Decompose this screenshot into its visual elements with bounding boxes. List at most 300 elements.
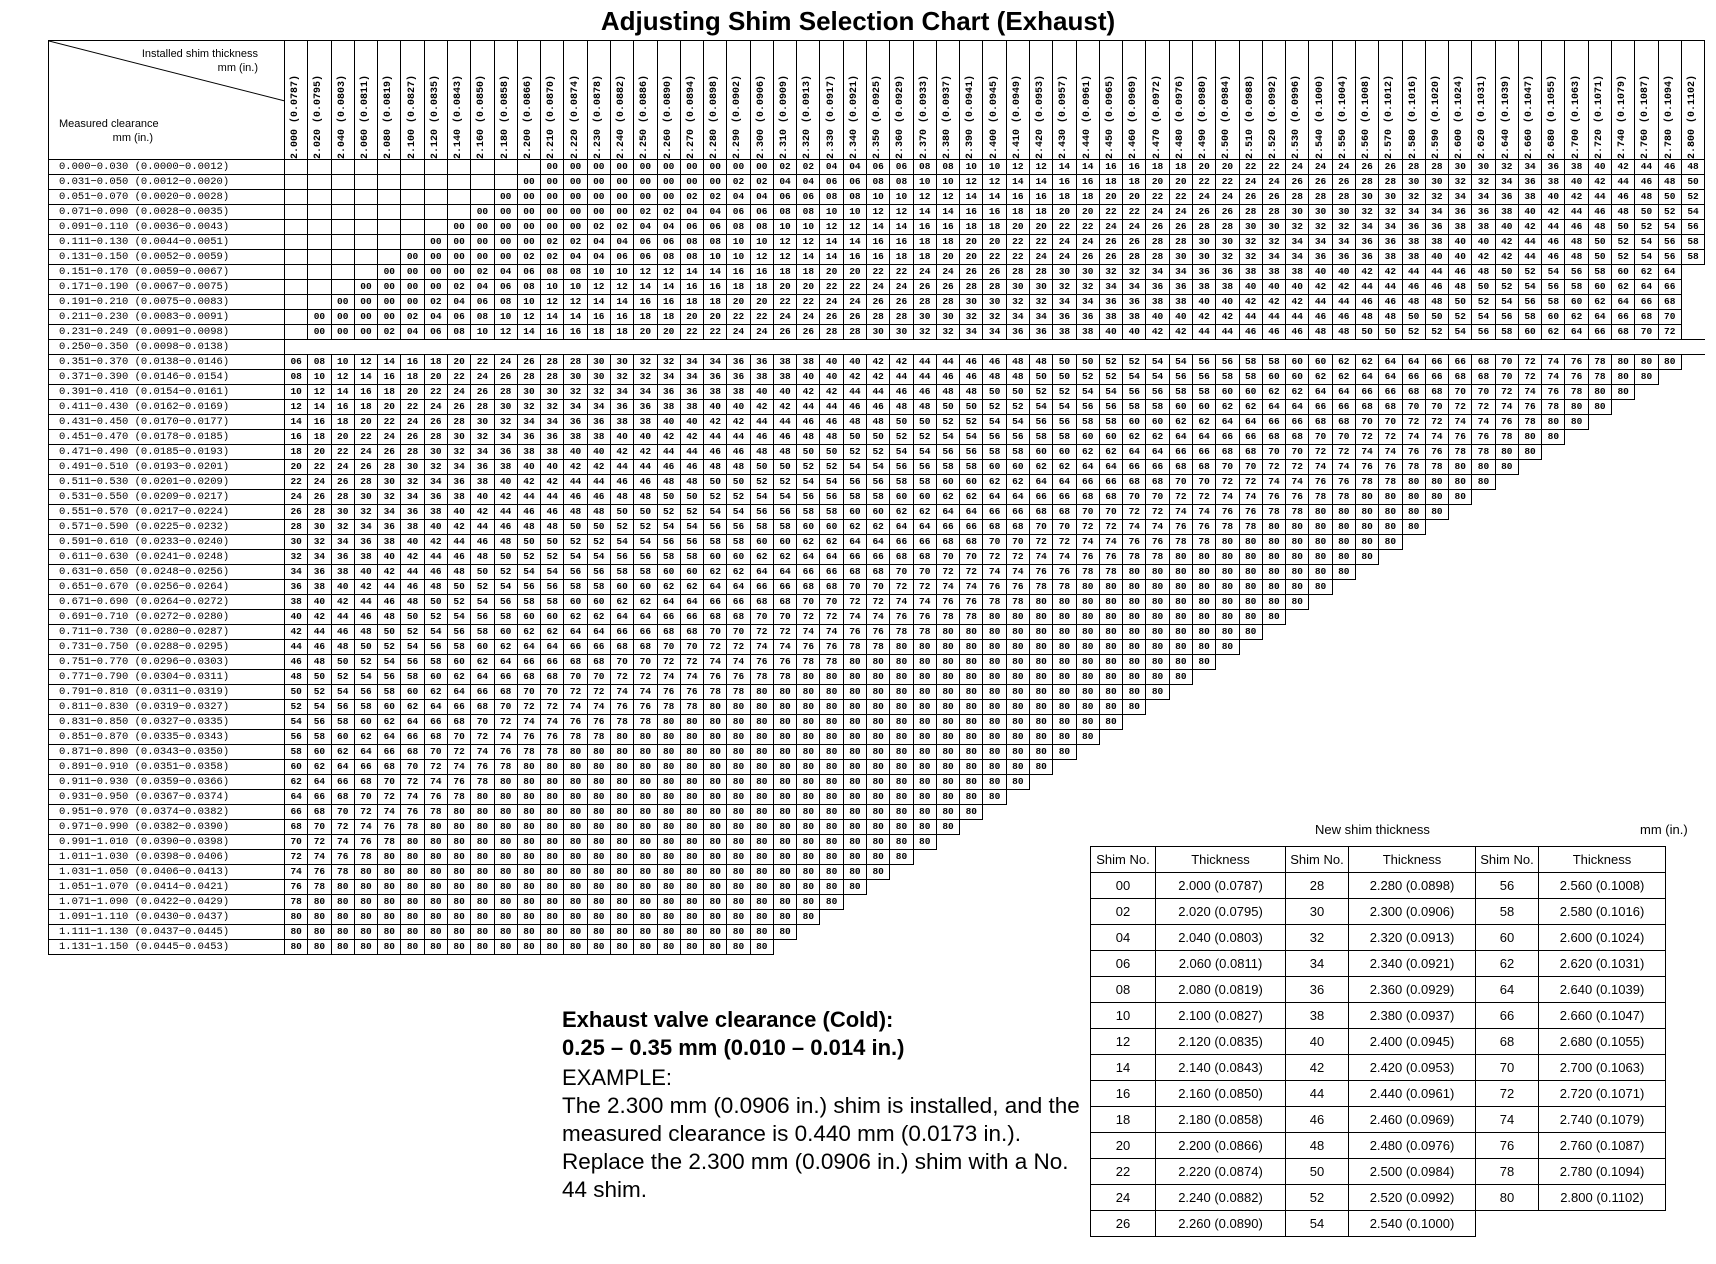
- blank-cell: [1472, 805, 1495, 820]
- shim-thickness-cell: 2.640 (0.1039): [1539, 977, 1666, 1003]
- blank-cell: [1565, 565, 1588, 580]
- shim-cell: 26: [447, 400, 470, 415]
- shim-cell: 68: [1425, 385, 1448, 400]
- shim-cell: 28: [1425, 160, 1448, 175]
- blank-cell: [1588, 520, 1611, 535]
- shim-cell: 64: [1286, 400, 1309, 415]
- shim-cell: 68: [1239, 445, 1262, 460]
- empty-cell: [424, 220, 447, 235]
- shim-cell: 28: [308, 505, 331, 520]
- shim-cell: 80: [517, 940, 540, 955]
- shim-cell: 62: [285, 775, 308, 790]
- shim-cell: 48: [657, 475, 680, 490]
- shim-cell: 62: [424, 685, 447, 700]
- blank-cell: [1286, 700, 1309, 715]
- shim-cell: 26: [401, 430, 424, 445]
- shim-cell: 80: [1239, 610, 1262, 625]
- shim-cell: 28: [331, 490, 354, 505]
- shim-cell: 64: [1169, 430, 1192, 445]
- blank-cell: [1635, 640, 1658, 655]
- shim-cell: 30: [1309, 205, 1332, 220]
- shim-cell: 24: [1309, 160, 1332, 175]
- blank-cell: [1030, 850, 1053, 865]
- table-row: [49, 580, 1705, 595]
- blank-cell: [1169, 685, 1192, 700]
- shim-cell: 28: [1309, 190, 1332, 205]
- shim-cell: 46: [424, 565, 447, 580]
- shim-cell: 80: [424, 820, 447, 835]
- shim-cell: 44: [331, 610, 354, 625]
- blank-cell: [1425, 520, 1448, 535]
- shim-cell: 20: [1123, 190, 1146, 205]
- shim-cell: 80: [1146, 685, 1169, 700]
- shim-cell: 50: [1379, 325, 1402, 340]
- shim-cell: 72: [820, 610, 843, 625]
- shim-cell: 38: [1216, 280, 1239, 295]
- shim-cell: 02: [657, 205, 680, 220]
- blank-cell: [1262, 700, 1285, 715]
- shim-cell: 68: [680, 625, 703, 640]
- shim-cell: 74: [1006, 565, 1029, 580]
- shim-table-row: [1091, 1211, 1666, 1237]
- shim-cell: 54: [447, 610, 470, 625]
- shim-cell: 58: [1681, 235, 1704, 250]
- shim-cell: 68: [727, 610, 750, 625]
- shim-cell: 36: [447, 475, 470, 490]
- shim-cell: 32: [610, 370, 633, 385]
- shim-cell: 28: [867, 310, 890, 325]
- shim-cell: 22: [401, 400, 424, 415]
- shim-cell: 00: [471, 220, 494, 235]
- column-header: [773, 41, 796, 160]
- table-row: [49, 475, 1705, 490]
- row-header: 0.571−0.590 (0.0225−0.0232): [49, 520, 285, 535]
- shim-cell: 58: [797, 505, 820, 520]
- shim-cell: 22: [983, 250, 1006, 265]
- blank-cell: [1076, 805, 1099, 820]
- shim-cell: 14: [1076, 160, 1099, 175]
- blank-cell: [1309, 760, 1332, 775]
- shim-cell: 68: [1216, 445, 1239, 460]
- shim-cell: 62: [331, 745, 354, 760]
- shim-cell: 80: [913, 715, 936, 730]
- shim-cell: 16: [1053, 175, 1076, 190]
- shim-cell: 76: [1495, 415, 1518, 430]
- shim-cell: 80: [1123, 640, 1146, 655]
- shim-cell: 54: [331, 685, 354, 700]
- shim-cell: 44: [913, 370, 936, 385]
- blank-cell: [1006, 850, 1029, 865]
- shim-cell: 80: [1588, 385, 1611, 400]
- shim-cell: 38: [1169, 295, 1192, 310]
- shim-cell: 80: [960, 655, 983, 670]
- empty-cell: [285, 235, 308, 250]
- shim-thickness-cell: 2.540 (0.1000): [1349, 1211, 1476, 1237]
- blank-cell: [1332, 805, 1355, 820]
- shim-cell: 56: [1542, 280, 1565, 295]
- blank-cell: [820, 940, 843, 955]
- shim-cell: 30: [331, 505, 354, 520]
- shim-cell: 60: [1286, 370, 1309, 385]
- blank-cell: [1402, 685, 1425, 700]
- shim-cell: 02: [541, 250, 564, 265]
- shim-cell: 52: [378, 640, 401, 655]
- blank-cell: [1146, 715, 1169, 730]
- shim-cell: 80: [1192, 550, 1215, 565]
- blank-cell: [1612, 685, 1635, 700]
- shim-cell: 80: [750, 910, 773, 925]
- column-header: [1542, 41, 1565, 160]
- shim-cell: 56: [1495, 310, 1518, 325]
- blank-cell: [1402, 775, 1425, 790]
- shim-cell: 66: [1239, 430, 1262, 445]
- shim-cell: 14: [1053, 160, 1076, 175]
- shim-cell: 78: [610, 715, 633, 730]
- column-header-label: 2.640 (0.1039): [1500, 74, 1512, 159]
- shim-cell: 50: [1588, 250, 1611, 265]
- shim-thickness-cell: 2.080 (0.0819): [1156, 977, 1286, 1003]
- shim-cell: 38: [1192, 280, 1215, 295]
- shim-cell: 70: [1192, 475, 1215, 490]
- blank-cell: [1286, 670, 1309, 685]
- shim-cell: 34: [1379, 220, 1402, 235]
- shim-cell: 26: [1099, 235, 1122, 250]
- shim-cell: 80: [587, 910, 610, 925]
- empty-cell: [1309, 340, 1332, 355]
- shim-cell: 00: [447, 265, 470, 280]
- shim-cell: 80: [704, 790, 727, 805]
- shim-cell: 78: [704, 685, 727, 700]
- shim-cell: 10: [727, 235, 750, 250]
- shim-cell: 72: [1146, 505, 1169, 520]
- shim-cell: 80: [1355, 505, 1378, 520]
- shim-cell: 00: [471, 250, 494, 265]
- shim-cell: 70: [1286, 445, 1309, 460]
- table-row: [49, 610, 1705, 625]
- empty-cell: [634, 340, 657, 355]
- shim-cell: 00: [494, 250, 517, 265]
- shim-cell: 00: [447, 235, 470, 250]
- shim-cell: 00: [587, 205, 610, 220]
- blank-cell: [1169, 730, 1192, 745]
- shim-cell: 48: [773, 445, 796, 460]
- blank-cell: [1681, 310, 1704, 325]
- shim-cell: 00: [634, 175, 657, 190]
- blank-cell: [1542, 535, 1565, 550]
- shim-cell: 60: [773, 535, 796, 550]
- shim-cell: 80: [1425, 490, 1448, 505]
- shim-cell: 46: [634, 475, 657, 490]
- shim-cell: 62: [1262, 385, 1285, 400]
- shim-cell: 72: [308, 835, 331, 850]
- shim-cell: 02: [704, 190, 727, 205]
- shim-cell: 28: [1239, 205, 1262, 220]
- empty-cell: [401, 220, 424, 235]
- shim-cell: 80: [704, 715, 727, 730]
- row-header: 0.851−0.870 (0.0335−0.0343): [49, 730, 285, 745]
- empty-cell: [331, 160, 354, 175]
- shim-cell: 12: [354, 355, 377, 370]
- blank-cell: [1309, 685, 1332, 700]
- row-header: 0.471−0.490 (0.0185−0.0193): [49, 445, 285, 460]
- blank-cell: [1658, 550, 1681, 565]
- shim-cell: 62: [564, 610, 587, 625]
- shim-cell: 56: [587, 565, 610, 580]
- shim-cell: 12: [983, 175, 1006, 190]
- blank-cell: [1053, 895, 1076, 910]
- shim-cell: 34: [1123, 280, 1146, 295]
- empty-cell: [983, 340, 1006, 355]
- shim-cell: 80: [773, 925, 796, 940]
- blank-cell: [1332, 610, 1355, 625]
- blank-cell: [1588, 745, 1611, 760]
- shim-cell: 32: [1239, 250, 1262, 265]
- shim-cell: 64: [1332, 385, 1355, 400]
- shim-cell: 40: [1286, 280, 1309, 295]
- shim-cell: 80: [471, 895, 494, 910]
- shim-cell: 74: [1518, 385, 1541, 400]
- shim-cell: 72: [1099, 520, 1122, 535]
- shim-cell: 80: [1192, 655, 1215, 670]
- shim-cell: 36: [727, 355, 750, 370]
- shim-cell: 26: [1262, 190, 1285, 205]
- shim-cell: 78: [564, 730, 587, 745]
- blank-cell: [1402, 565, 1425, 580]
- shim-cell: 08: [471, 310, 494, 325]
- shim-cell: 30: [1472, 160, 1495, 175]
- shim-cell: 80: [773, 835, 796, 850]
- shim-cell: 80: [867, 850, 890, 865]
- blank-cell: [1472, 655, 1495, 670]
- shim-cell: 42: [657, 430, 680, 445]
- shim-cell: 04: [610, 235, 633, 250]
- shim-cell: 46: [1355, 295, 1378, 310]
- shim-cell: 34: [424, 475, 447, 490]
- shim-cell: 70: [1472, 385, 1495, 400]
- shim-cell: 70: [471, 715, 494, 730]
- shim-cell: 42: [587, 460, 610, 475]
- shim-cell: 58: [447, 640, 470, 655]
- shim-cell: 74: [634, 685, 657, 700]
- shim-cell: 78: [1192, 535, 1215, 550]
- shim-cell: 80: [1099, 715, 1122, 730]
- shim-cell: 48: [960, 385, 983, 400]
- blank-cell: [1518, 595, 1541, 610]
- shim-cell: 48: [1425, 295, 1448, 310]
- shim-cell: 26: [1309, 175, 1332, 190]
- shim-cell: 26: [1286, 175, 1309, 190]
- shim-cell: 54: [1006, 415, 1029, 430]
- blank-cell: [1402, 805, 1425, 820]
- shim-cell: 40: [494, 475, 517, 490]
- shim-cell: 10: [797, 220, 820, 235]
- shim-cell: 80: [1006, 610, 1029, 625]
- shim-cell: 26: [1123, 235, 1146, 250]
- blank-cell: [797, 940, 820, 955]
- shim-cell: 52: [634, 520, 657, 535]
- shim-cell: 76: [983, 580, 1006, 595]
- table-row: [49, 310, 1705, 325]
- shim-cell: 80: [1355, 520, 1378, 535]
- shim-cell: 70: [820, 595, 843, 610]
- blank-cell: [1169, 745, 1192, 760]
- shim-cell: 70: [727, 625, 750, 640]
- shim-cell: 30: [587, 370, 610, 385]
- blank-cell: [1565, 430, 1588, 445]
- shim-cell: 48: [913, 400, 936, 415]
- shim-cell: 62: [1332, 370, 1355, 385]
- table-row: [49, 190, 1705, 205]
- shim-cell: 80: [541, 790, 564, 805]
- blank-cell: [1565, 790, 1588, 805]
- shim-cell: 80: [1542, 430, 1565, 445]
- shim-cell: 80: [704, 820, 727, 835]
- table-row: [49, 430, 1705, 445]
- empty-cell: [424, 175, 447, 190]
- shim-cell: 80: [913, 745, 936, 760]
- shim-cell: 72: [1286, 460, 1309, 475]
- shim-cell: 80: [727, 775, 750, 790]
- shim-cell: 46: [378, 595, 401, 610]
- shim-cell: 24: [913, 265, 936, 280]
- shim-cell: 42: [447, 520, 470, 535]
- shim-cell: 80: [890, 730, 913, 745]
- blank-cell: [1565, 535, 1588, 550]
- column-header: [1635, 41, 1658, 160]
- shim-cell: 42: [494, 490, 517, 505]
- row-header: 0.250−0.350 (0.0098−0.0138): [49, 340, 285, 355]
- blank-cell: [936, 910, 959, 925]
- shim-cell: 80: [936, 820, 959, 835]
- shim-cell: 40: [1588, 160, 1611, 175]
- shim-cell: 42: [1262, 295, 1285, 310]
- shim-cell: 46: [820, 415, 843, 430]
- shim-cell: 68: [1309, 415, 1332, 430]
- shim-cell: 42: [750, 400, 773, 415]
- shim-cell: 80: [890, 715, 913, 730]
- shim-cell: 32: [1379, 205, 1402, 220]
- shim-cell: 32: [424, 460, 447, 475]
- blank-cell: [1332, 730, 1355, 745]
- shim-cell: 78: [1542, 400, 1565, 415]
- shim-cell: 24: [471, 370, 494, 385]
- empty-cell: [378, 250, 401, 265]
- shim-cell: 70: [680, 640, 703, 655]
- shim-cell: 54: [1472, 310, 1495, 325]
- shim-cell: 52: [1099, 355, 1122, 370]
- shim-cell: 64: [1379, 355, 1402, 370]
- shim-cell: 60: [657, 565, 680, 580]
- shim-cell: 14: [1006, 175, 1029, 190]
- shim-cell: 70: [587, 670, 610, 685]
- shim-cell: 64: [1076, 460, 1099, 475]
- shim-cell: 60: [1588, 280, 1611, 295]
- shim-cell: 66: [634, 625, 657, 640]
- shim-cell: 60: [936, 475, 959, 490]
- blank-cell: [1030, 835, 1053, 850]
- blank-cell: [1565, 760, 1588, 775]
- shim-cell: 80: [797, 820, 820, 835]
- blank-cell: [1006, 820, 1029, 835]
- shim-cell: 76: [447, 775, 470, 790]
- shim-cell: 46: [1588, 205, 1611, 220]
- shim-cell: 80: [936, 715, 959, 730]
- shim-cell: 44: [797, 400, 820, 415]
- shim-cell: 54: [1542, 265, 1565, 280]
- blank-cell: [1425, 715, 1448, 730]
- shim-cell: 20: [960, 235, 983, 250]
- shim-cell: 44: [1379, 280, 1402, 295]
- shim-cell: 58: [378, 685, 401, 700]
- shim-cell: 78: [1216, 520, 1239, 535]
- shim-thickness-cell: 2.740 (0.1079): [1539, 1107, 1666, 1133]
- column-header-label: 2.660 (0.1047): [1524, 74, 1536, 159]
- shim-cell: 76: [1123, 535, 1146, 550]
- blank-cell: [1681, 445, 1704, 460]
- shim-cell: 36: [727, 370, 750, 385]
- shim-cell: 68: [308, 805, 331, 820]
- shim-cell: 66: [773, 580, 796, 595]
- shim-cell: 52: [1425, 325, 1448, 340]
- shim-cell: 18: [960, 220, 983, 235]
- shim-cell: 52: [447, 595, 470, 610]
- shim-cell: 68: [1449, 370, 1472, 385]
- shim-cell: 48: [1681, 160, 1704, 175]
- blank-cell: [1612, 475, 1635, 490]
- empty-cell: [1472, 340, 1495, 355]
- blank-cell: [1169, 805, 1192, 820]
- empty-cell: [285, 295, 308, 310]
- shim-cell: 80: [401, 850, 424, 865]
- shim-cell: 80: [634, 940, 657, 955]
- shim-cell: 00: [471, 235, 494, 250]
- shim-cell: 00: [401, 280, 424, 295]
- blank-cell: [1169, 700, 1192, 715]
- blank-cell: [1495, 790, 1518, 805]
- blank-cell: [1658, 475, 1681, 490]
- blank-cell: [1030, 805, 1053, 820]
- shim-cell: 66: [587, 640, 610, 655]
- blank-cell: [797, 925, 820, 940]
- shim-thickness-cell: 2.060 (0.0811): [1156, 951, 1286, 977]
- shim-cell: 24: [308, 475, 331, 490]
- shim-cell: 42: [610, 445, 633, 460]
- shim-cell: 80: [471, 835, 494, 850]
- shim-cell: 56: [1518, 295, 1541, 310]
- shim-cell: 58: [285, 745, 308, 760]
- shim-cell: 72: [867, 595, 890, 610]
- shim-cell: 44: [1565, 205, 1588, 220]
- shim-thickness-cell: 2.460 (0.0969): [1349, 1107, 1476, 1133]
- table-row: [49, 265, 1705, 280]
- shim-cell: 80: [820, 805, 843, 820]
- shim-cell: 60: [1542, 310, 1565, 325]
- blank-cell: [1309, 805, 1332, 820]
- shim-cell: 34: [1472, 190, 1495, 205]
- shim-cell: 40: [1309, 265, 1332, 280]
- shim-cell: 56: [331, 700, 354, 715]
- shim-cell: 64: [471, 670, 494, 685]
- empty-cell: [471, 190, 494, 205]
- shim-cell: 76: [494, 745, 517, 760]
- shim-cell: 80: [401, 925, 424, 940]
- shim-cell: 80: [517, 820, 540, 835]
- shim-cell: 80: [1262, 535, 1285, 550]
- blank-cell: [1309, 775, 1332, 790]
- shim-cell: 80: [704, 850, 727, 865]
- column-header: [727, 41, 750, 160]
- blank-cell: [1565, 745, 1588, 760]
